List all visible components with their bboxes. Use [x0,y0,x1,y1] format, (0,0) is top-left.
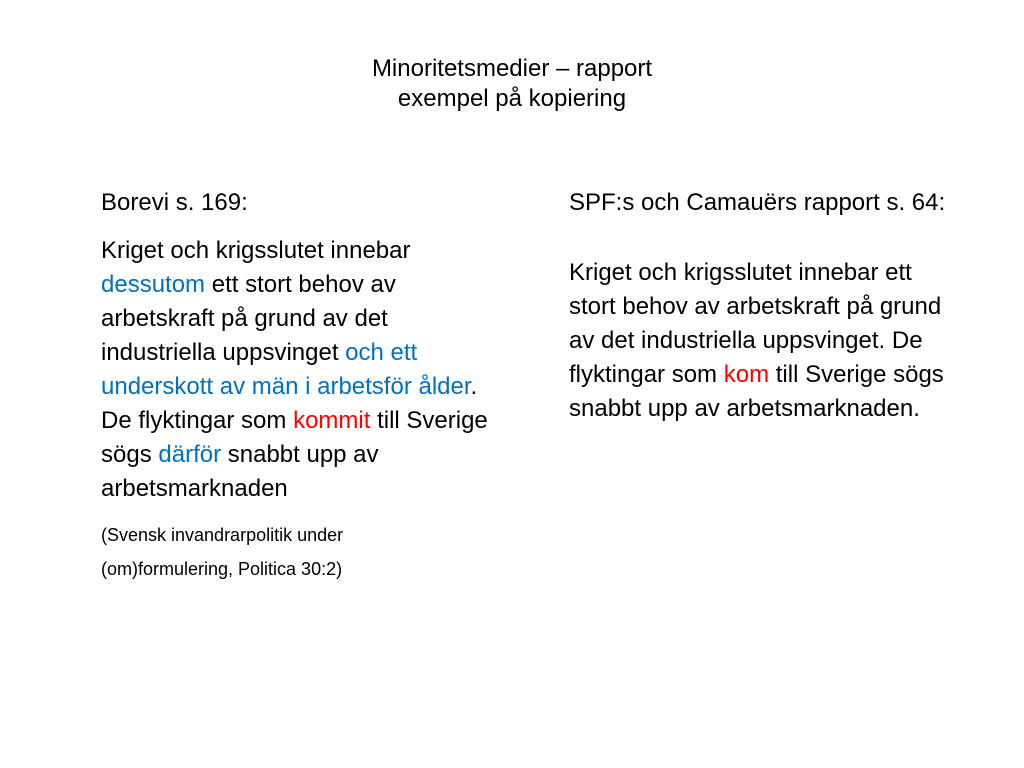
left-quote-segment-red: kommit [293,407,371,434]
left-quote-segment-blue: dessutom [101,271,206,298]
left-quote-segment: ett stort behov av arbetskraft på grund av det industriella uppsvinget [101,271,396,366]
right-column [569,186,959,426]
left-quote-segment: Kriget och krigsslutet innebar [101,237,411,264]
left-column [101,186,501,586]
left-citation [101,518,501,586]
left-quote-segment: . De flyktingar som [101,373,478,434]
right-heading: SPF:s och Camauërs rapport s. 64: [569,189,946,216]
left-citation-line-2: (om)formulering, Politica 30:2) [101,559,343,579]
left-citation-line-1: (Svensk invandrarpolitik under [101,525,344,545]
left-quote-segment-blue: och ett underskott av män i arbetsför ålder [101,339,471,400]
slide-title-line-1: Minoritetsmedier – rapport [371,55,653,82]
slide-title [0,54,1024,114]
right-quote-segment: Kriget och krigsslutet innebar ett stort behov av arbetskraft på grund av det industriella uppsvinget. De flyktingar som [569,259,942,388]
right-quote-segment: till Sverige sögs snabbt upp av arbetsmarknaden. [569,361,944,422]
slide-title-line-2: exempel på kopiering [397,85,627,112]
left-heading: Borevi s. 169: [101,189,248,216]
left-quote [101,234,501,506]
left-quote-segment: till Sverige sögs [101,407,488,468]
left-quote-segment-blue: därför [158,441,222,468]
right-quote [569,256,959,426]
left-quote-segment: snabbt upp av arbetsmarknaden [101,441,379,502]
right-quote-segment-red: kom [723,361,770,388]
